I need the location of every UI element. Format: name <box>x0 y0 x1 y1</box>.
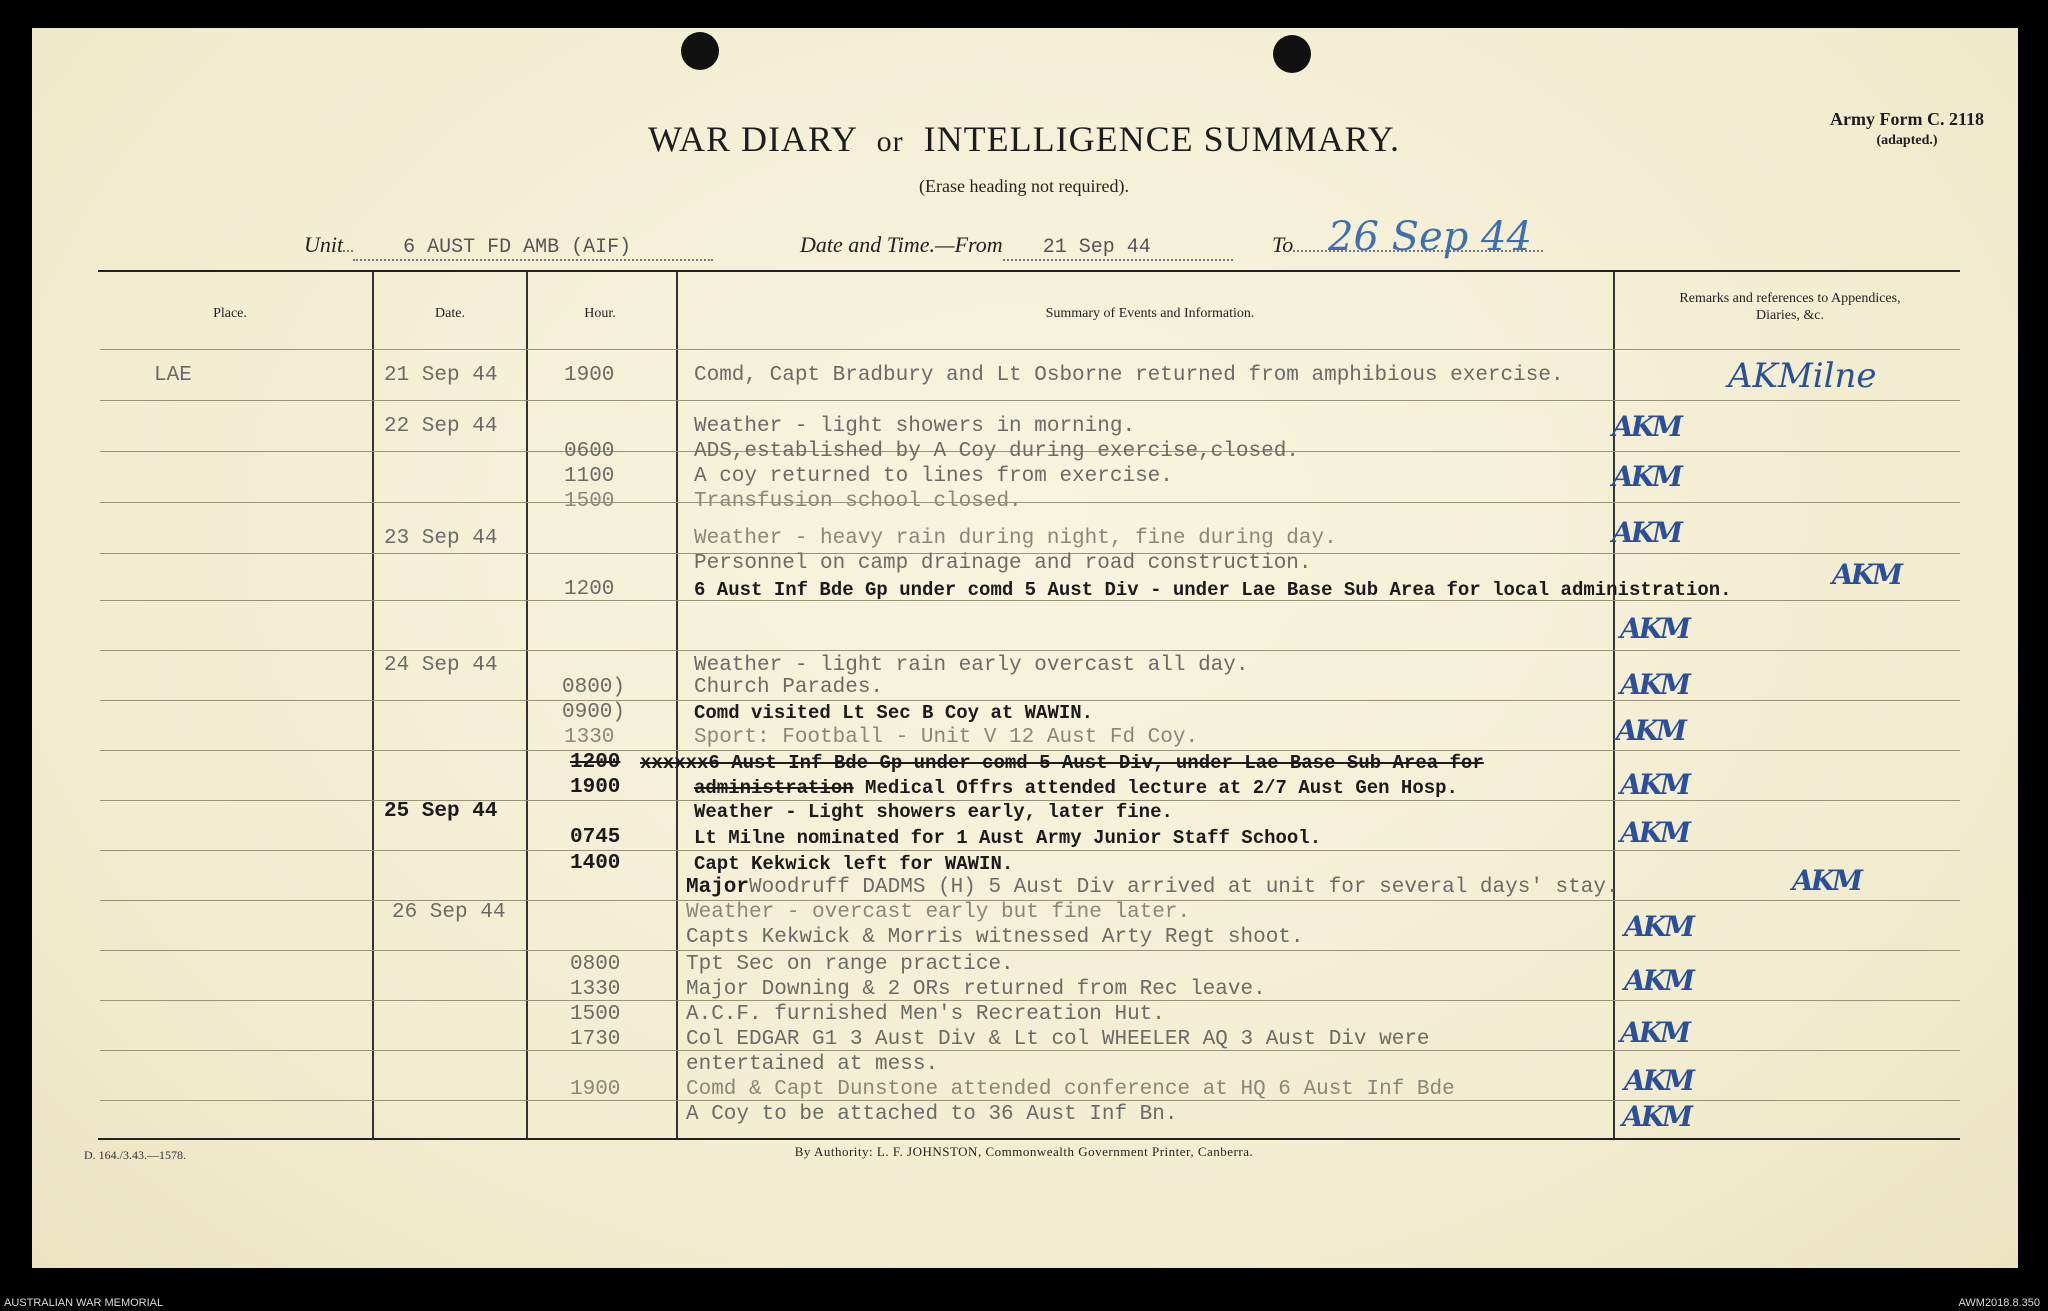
date-cell: 21 Sep 44 <box>384 364 498 387</box>
summary-entry: Lt Milne nominated for 1 Aust Army Junior Staff School. <box>694 827 1322 849</box>
summary-text: Major <box>686 876 750 899</box>
summary-entry: Transfusion school closed. <box>694 490 1022 513</box>
to-label: To <box>1272 232 1294 257</box>
summary-entry: Weather - overcast early but fine later. <box>686 901 1191 924</box>
hour-cell: 1730 <box>570 1028 621 1051</box>
subtitle: (Erase heading not required). <box>919 176 1129 196</box>
table-bottom-rule <box>98 1138 1960 1140</box>
hour-cell: 1900 <box>564 364 615 387</box>
summary-entry: Comd visited Lt Sec B Coy at WAWIN. <box>694 702 1094 724</box>
handwritten-initials: AKM <box>1612 460 1681 493</box>
handwritten-initials: AKM <box>1612 410 1681 443</box>
header-place: Place. <box>213 306 247 321</box>
summary-entry: Major Downing & 2 ORs returned from Rec leave. <box>686 978 1266 1001</box>
hour-cell: 1900 <box>570 1078 621 1101</box>
table-top-rule <box>98 270 1960 272</box>
army-form-note: (adapted.) <box>1876 133 1938 148</box>
hour-cell: 0900) <box>562 701 626 724</box>
unit-value: 6 AUST FD AMB (AIF) <box>403 236 632 259</box>
archive-reference: AWM2018.8.350 <box>1958 1297 2040 1309</box>
summary-entry: Capts Kekwick & Morris witnessed Arty Regt shoot. <box>686 926 1304 949</box>
handwritten-initials: AKM <box>1612 516 1681 549</box>
army-form-number: Army Form C. 2118 <box>1830 109 1984 129</box>
handwritten-initials: AKM <box>1620 816 1689 849</box>
summary-entry: Tpt Sec on range practice. <box>686 953 1014 976</box>
summary-entry: Weather - Light showers early, later fine. <box>694 801 1173 823</box>
date-cell: 23 Sep 44 <box>384 527 498 550</box>
header-remarks: Remarks and references to Appendices, Diaries, &c. <box>1679 291 1901 323</box>
summary-entry-struck: xxxxxx6 Aust Inf Bde Gp under comd 5 Aust Div, under Lae Base Sub Area for <box>640 752 1484 774</box>
hour-cell: 1500 <box>570 1003 621 1026</box>
summary-entry: 6 Aust Inf Bde Gp under comd 5 Aust Div - under Lae Base Sub Area for local administration. <box>694 579 1732 601</box>
summary-entry <box>686 876 1619 900</box>
column-divider <box>1613 272 1615 1138</box>
date-from-field <box>800 232 1233 261</box>
column-divider <box>676 272 678 1138</box>
place-cell: LAE <box>154 364 192 387</box>
handwritten-initials: AKM <box>1624 964 1693 997</box>
summary-entry <box>694 776 1458 800</box>
hour-cell: 1330 <box>564 726 615 749</box>
hour-cell: 1400 <box>570 852 621 875</box>
punch-hole <box>681 32 719 70</box>
summary-entry: A.C.F. furnished Men's Recreation Hut. <box>686 1003 1165 1026</box>
title-intelligence-summary: INTELLIGENCE SUMMARY. <box>923 119 1400 159</box>
date-to-value: 26 Sep 44 <box>1328 214 1532 260</box>
punch-hole <box>1273 35 1311 73</box>
summary-entry: Weather - light showers in morning. <box>694 415 1136 438</box>
summary-entry: Weather - light rain early overcast all day. <box>694 654 1249 677</box>
hour-cell-struck: 1200 <box>570 751 621 774</box>
summary-entry: Personnel on camp drainage and road construction. <box>694 552 1312 575</box>
header-summary: Summary of Events and Information. <box>1045 306 1255 321</box>
title-war-diary: WAR DIARY <box>647 119 857 159</box>
summary-entry: Sport: Football - Unit V 12 Aust Fd Coy. <box>694 726 1199 749</box>
hour-cell: 1100 <box>564 465 615 488</box>
date-cell: 24 Sep 44 <box>384 654 498 677</box>
hour-cell: 0745 <box>570 826 621 849</box>
page-title <box>0 118 2048 160</box>
struck-word: administration <box>694 777 854 799</box>
handwritten-signature: AKMilne <box>1728 356 1877 396</box>
hour-cell: 0800 <box>570 953 621 976</box>
date-cell: 26 Sep 44 <box>392 901 506 924</box>
hour-cell: 1500 <box>564 490 615 513</box>
summary-text: Woodruff DADMS (H) 5 Aust Div arrived at unit for several days' stay. <box>749 876 1619 899</box>
summary-entry: Church Parades. <box>694 676 884 699</box>
hour-cell: 0600 <box>564 440 615 463</box>
date-cell: 25 Sep 44 <box>384 800 498 823</box>
header-date: Date. <box>435 306 465 321</box>
unit-field <box>304 232 713 261</box>
archive-strip <box>0 1296 2048 1311</box>
handwritten-initials: AKM <box>1624 1064 1693 1097</box>
summary-entry: A coy returned to lines from exercise. <box>694 465 1173 488</box>
handwritten-initials: AKM <box>1624 910 1693 943</box>
unit-label: Unit <box>304 232 344 257</box>
summary-text: Medical Offrs attended lecture at 2/7 Aust Gen Hosp. <box>865 777 1458 799</box>
form-code: D. 164./3.43.—1578. <box>84 1148 186 1162</box>
handwritten-initials: AKM <box>1832 558 1901 591</box>
column-divider <box>526 272 528 1138</box>
handwritten-initials: AKM <box>1620 768 1689 801</box>
date-from-value: 21 Sep 44 <box>1042 236 1151 259</box>
title-or: or <box>876 125 904 158</box>
army-form-label <box>1830 108 1984 152</box>
handwritten-initials: AKM <box>1622 1100 1691 1133</box>
hour-cell: 1330 <box>570 978 621 1001</box>
handwritten-initials: AKM <box>1620 668 1689 701</box>
printer-authority: By Authority: L. F. JOHNSTON, Commonwealth Government Printer, Canberra. <box>794 1144 1254 1159</box>
summary-entry: entertained at mess. <box>686 1053 939 1076</box>
hour-cell: 0800) <box>562 676 626 699</box>
handwritten-initials: AKM <box>1620 1016 1689 1049</box>
summary-entry: Comd & Capt Dunstone attended conference at HQ 6 Aust Inf Bde <box>686 1078 1455 1101</box>
summary-entry: Comd, Capt Bradbury and Lt Osborne returned from amphibious exercise. <box>694 364 1564 387</box>
handwritten-initials: AKM <box>1620 612 1689 645</box>
summary-entry: Weather - heavy rain during night, fine during day. <box>694 527 1337 550</box>
column-divider <box>372 272 374 1138</box>
header-hour: Hour. <box>584 306 616 321</box>
handwritten-initials: AKM <box>1792 864 1861 897</box>
handwritten-initials: AKM <box>1616 714 1685 747</box>
summary-entry: Capt Kekwick left for WAWIN. <box>694 853 1014 875</box>
hour-cell: 1200 <box>564 578 615 601</box>
summary-entry: A Coy to be attached to 36 Aust Inf Bn. <box>686 1103 1178 1126</box>
date-label: Date and Time.—From <box>800 232 1003 257</box>
archive-name: AUSTRALIAN WAR MEMORIAL <box>4 1297 164 1309</box>
summary-entry: ADS,established by A Coy during exercise,closed. <box>694 440 1299 463</box>
hour-cell: 1900 <box>570 776 621 799</box>
summary-entry: Col EDGAR G1 3 Aust Div & Lt col WHEELER AQ 3 Aust Div were <box>686 1028 1430 1051</box>
date-cell: 22 Sep 44 <box>384 415 498 438</box>
